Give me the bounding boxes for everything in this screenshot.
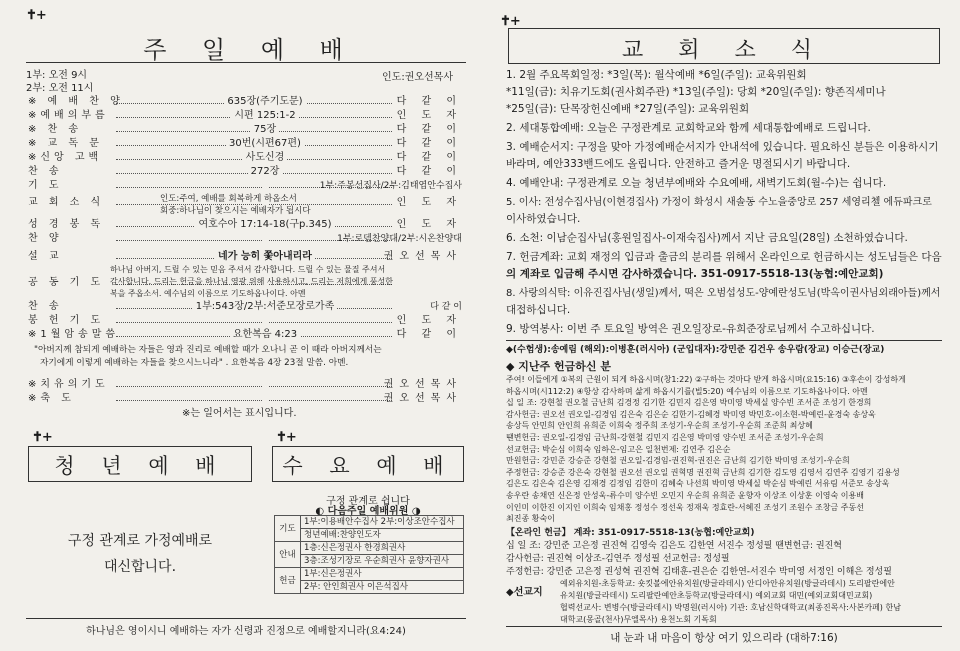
worship-row-item: [148, 218, 382, 232]
worship-row-leader: 권오선목사: [383, 251, 462, 262]
worship-row: [28, 328, 462, 342]
committee-head-offering: 헌금: [275, 568, 301, 594]
worship-row-label: 기 도: [28, 180, 63, 191]
mission-line: 대학교(몽골(천사)무엘목사) 용천노회 기독회: [560, 615, 717, 624]
donation-line: 주정헌금: 강승준 강은숙 강현철 권오선 권오일 권혁명 권진혁 금난희 김기한 김도영 김영서 김연주 김영기 김용성: [506, 467, 900, 477]
worship-row: [28, 165, 462, 179]
worship-row: [28, 314, 462, 328]
worship-row-label: 찬 양: [28, 233, 63, 244]
worship-time-1: 1부: 오전 9시: [26, 70, 88, 81]
cross-icon: ✝+: [32, 430, 52, 445]
worship-row-label: 교 회 소 식: [28, 197, 105, 208]
news-item: 2. 세대통합예배: 오늘은 구정관계로 교회학교와 함께 세대통합예배로 드립니다.: [506, 122, 871, 134]
worship-row-leader: 다 같 이: [396, 138, 462, 149]
committee-head-prayer: 기도: [275, 516, 301, 542]
worship-row-item-text: [262, 180, 268, 191]
worship-row-item: [148, 123, 382, 137]
cross-icon: ✝+: [276, 430, 296, 445]
wed-title: 수 요 예 배: [282, 454, 454, 478]
worship-row-item: [148, 137, 382, 151]
news-item: *25일(금): 단목장헌신예배 *27일(주일): 교육위원회: [506, 103, 750, 115]
worship-row-item-text: 30번(시편67편): [226, 138, 304, 149]
online-heading: 【온라인 헌금】 계좌: 351-0917-5518-13(농협:예안교회): [506, 528, 755, 538]
committee-table: [274, 515, 464, 594]
worship-row: [28, 250, 462, 264]
worship-row-item: [148, 250, 382, 264]
worship-row-leader: 1부:로뎀찬양대/2부:시온찬양대: [337, 234, 462, 244]
youth-title: 청 년 예 배: [54, 454, 226, 478]
worship-row-label: 찬 송: [28, 166, 63, 177]
committee-cell: 2부: 안인희권사 이은석집사: [301, 581, 464, 594]
news-item: 대접하십니다.: [506, 304, 571, 316]
mission-line: 유치원(방글라데시) 도리팔란예안초등학교(방글라데시) 예외교회 대민(예외교회대민교회): [560, 591, 873, 600]
prayer-line-3: 복을 주옵소서. 예수님의 이름으로 기도하옵나이다. 아멘: [110, 289, 306, 298]
worship-row-label: ※축 도: [28, 393, 75, 404]
worship-row-label: 찬 송: [28, 301, 63, 312]
worship-row-item-text: 635장(주기도문): [224, 96, 305, 107]
worship-row-item-text: 사도신경: [243, 152, 288, 163]
donation-line: 이인미 이한진 이지인 이희숙 임채홍 정성수 정선욱 정재욱 정효란-서혜진 조성기 조원수 조창금 주동선: [506, 502, 864, 512]
committee-cell: 청년예배:찬양인도자: [301, 529, 464, 542]
news-item: 3. 예배순서지: 구정을 맞아 가정예배순서지가 안내석에 있습니다. 필요하신 분들은 이용하시기: [506, 141, 939, 153]
worship-row-item-text: 여호수아 17:14-18(구p.345): [195, 219, 334, 230]
memory-verse-1: "아버지께 참되게 예배하는 자들은 영과 진리로 예배할 때가 오나니 곧 이 때라 아버지께서는: [34, 345, 382, 355]
worship-row-item-text: [262, 315, 268, 326]
prayer-line-1: 하나님 아버지, 드릴 수 있는 믿음 주셔서 감사합니다. 드릴 수 있는 물질 주셔서: [110, 265, 386, 274]
news-sub-1: 인도:주여, 예배를 회복하게 하옵소서: [160, 194, 297, 204]
worship-row-item: [148, 109, 382, 123]
worship-row-item-text: 네가 능히 쫓아내리라: [215, 251, 315, 262]
donation-heading: ◆ 지난주 헌금하신 분: [506, 360, 611, 373]
donation-line: 만원헌금: 강민준 강승준 강현철 권오일-김경임-권진혁-권진은 금난희 김기한 박미영 조성기-우순희: [506, 456, 850, 466]
worship-row-label: ※ 찬 송: [28, 124, 83, 135]
worship-row-item: [148, 378, 382, 392]
committee-head-usher: 안내: [275, 542, 301, 568]
news-item: 바라며, 예안333밴드에도 올립니다. 안전하고 즐거운 명절되시기 바랍니다.: [506, 158, 851, 170]
worship-row-label: 설 교: [28, 251, 63, 262]
footer-left: 하나님은 영이시니 예배하는 자가 신령과 진정으로 예배할지니라(요4:24): [86, 626, 406, 637]
worship-row: [28, 232, 462, 246]
footer-right-rule: [506, 626, 942, 627]
worship-row: [28, 300, 462, 314]
worship-row-leader: 인 도 자: [396, 315, 462, 326]
news-item: 1. 2월 주요목회일정: *3일(목): 월삭예배 *6일(주일): 교육위원회: [506, 69, 807, 81]
worship-title: 주 일 예 배: [143, 36, 357, 64]
mission-line: 예외유치원-초등학교: 숏킷볼에안유치원(방글라데시) 안디아안유치원(방글라데시) 도리팔란에안: [560, 579, 895, 588]
news-rule: [506, 340, 942, 341]
news-item: 4. 예배안내: 구정관계로 오늘 청년부예배와 수요예배, 새벽기도회(월-수)는 쉽니다.: [506, 177, 887, 189]
worship-row-item-text: 272장: [248, 166, 283, 177]
worship-row-item: [148, 165, 382, 179]
worship-row-item: [148, 328, 382, 342]
worship-row: [28, 123, 462, 137]
youth-note-1: 구정 관계로 가정예배로: [67, 533, 213, 549]
worship-row-item: [148, 95, 382, 109]
wed-note: 구정 관계로 쉽니다: [326, 496, 410, 507]
donation-line: 송상득 안민희 안인희 유희준 이희숙 정주희 조성기-우순희 조성기-우순희 조준희 최상혜: [506, 421, 813, 431]
worship-row-item-text: 1부:543장/2부:서준모장로가족: [193, 301, 338, 312]
news-item: *11일(금): 치유기도회(권사회주관) *13일(주일): 당회 *20일(주일): 향존직세미나: [506, 86, 886, 98]
committee-cell: 1층:신은정권사 한경희권사: [301, 542, 464, 555]
committee-cell: 1부:이용배안수집사 2부:이상조안수집사: [301, 516, 464, 529]
worship-row-label: ※1월암송말씀: [28, 329, 120, 340]
footer-left-rule: [26, 618, 466, 619]
worship-row: [28, 378, 462, 392]
worship-row-item-text: [262, 379, 268, 390]
worship-row-leader: 인 도 자: [396, 219, 462, 230]
worship-row-item: [148, 151, 382, 165]
online-line: 감사헌금: 권진혁 이상조-김연주 정성필 선교헌금: 정성필: [506, 554, 730, 564]
committee-title: ◐ 다음주일 예배위원 ◑: [315, 506, 421, 517]
worship-row-leader: 다 같 이: [396, 329, 462, 340]
donation-line: 선교헌금: 박순심 이희숙 임하은-임고은 일천번제: 김연주 김은순: [506, 444, 731, 454]
donation-line: 십 일 조: 강현철 권오철 금난희 김경정 김기한 김민지 김은영 박미영 박세실 양수빈 조서준 조성기 한경희: [506, 398, 872, 408]
cross-icon: ✝+: [500, 14, 520, 29]
committee-cell: 3층:조성기장로 우순희권사 윤향자권사: [301, 555, 464, 568]
worship-row: [28, 109, 462, 123]
mission-label: ◆선교지: [506, 587, 543, 598]
worship-row: [28, 151, 462, 165]
news-item: 5. 이사: 전성수집사님(이현경집사) 가정이 화성시 새솔동 수노을중앙로 257 세영리첼 에듀파크로: [506, 197, 932, 208]
worship-row-label: ※ 예 배 찬 양: [28, 96, 124, 107]
news-item: 9. 방역봉사: 이번 주 토요일 방역은 권오일장로-유희준장로님께서 수고하십니다.: [506, 323, 875, 335]
worship-row-label: ※ 교 독 문: [28, 138, 103, 149]
worship-row-label: ※신앙 고백: [28, 152, 103, 163]
prayer-list: ◆(수험생):송예림 (해외):이병훈(러시아) (군입대자):강민준 김건우 송우람(장교) 이승근(장교): [506, 345, 885, 355]
worship-row: [28, 179, 462, 193]
donation-line: 감사헌금: 권오선 권오일-김경임 김은숙 김은순 김한기-김혜경 박미영 박민호-이소현-박예린-윤경숙 송상욱: [506, 409, 876, 419]
news-item: 의 계좌로 입금해 주시면 감사하겠습니다. 351-0917-5518-13(농협:예안교회): [506, 268, 884, 280]
worship-row-leader: 다 같 이: [396, 152, 462, 163]
worship-row-leader: 다 같 이: [396, 96, 462, 107]
worship-row-label: ※예배의부름: [28, 110, 109, 121]
worship-row-label: 봉 헌 기 도: [28, 315, 105, 326]
prayer-line-2: 감사합니다. 드리는 헌금을 하나님 영광 위해 사용하시고, 드리는 저희에게 풍성한: [110, 277, 393, 286]
worship-row-label: ※치유의기도: [28, 379, 109, 390]
title-rule: [26, 62, 466, 63]
worship-row-leader: 인 도 자: [396, 197, 462, 208]
worship-row: [28, 95, 462, 109]
worship-row-item-text: [262, 233, 268, 244]
donation-line: 송우란 송채연 신은정 안성욱-류수미 양수빈 오민지 우순희 유희준 윤향자 이상조 이상훈 이영숙 이용배: [506, 491, 864, 500]
mission-line: 협력선교사: 변병수(방글라데시) 박명원(러시아) 기관: 호남신학대학교(최종진목사:사본카페) 한남: [560, 603, 901, 612]
committee-cell: 1부:신은정권사: [301, 568, 464, 581]
news-item: 이사하였습니다.: [506, 213, 581, 225]
worship-row-leader: 다 같 이: [396, 124, 462, 135]
worship-row-leader: 인 도 자: [396, 110, 462, 121]
worship-leader: 인도:권오선목사: [382, 72, 453, 83]
worship-row-item: [148, 314, 382, 328]
worship-row: [28, 137, 462, 151]
worship-row-item-text: 시편 125:1-2: [231, 110, 298, 121]
worship-row-leader: 다 같 이: [430, 302, 462, 312]
worship-row-leader: 1부:주봉선집사/2부:김태엽안수집사: [319, 181, 462, 191]
worship-row-label: 성 경 봉 독: [28, 219, 105, 230]
youth-note-2: 대신합니다.: [103, 559, 177, 575]
worship-row-leader: 권오선목사: [383, 393, 462, 404]
worship-row-label: 공 동 기 도: [28, 277, 105, 288]
donation-line: 김은도 김은숙 김은영 김재경 김정임 김한미 김혜숙 나선희 박미영 박세실 박순심 박예린 서유림 서준모 송상욱: [506, 479, 890, 489]
cross-icon: ✝+: [26, 8, 46, 23]
donation-line: 최진종 황숙이: [506, 514, 555, 524]
news-item: 8. 사랑의식탁: 이유진집사님(생일)께서, 떡은 오범섭성도-양예란성도님(박옥이권사님외래아들)께서: [506, 288, 941, 299]
donation-line: 땐변헌금: 권오일-김경임 금난희-강현철 김민지 김은영 박미영 양수빈 조서준 조성기-우순희: [506, 433, 824, 442]
worship-row-item-text: 요한복음 4:23: [230, 329, 300, 340]
worship-row-item-text: 75장: [251, 124, 279, 135]
footer-right: 내 눈과 내 마음이 항상 여기 있으리라 (대하7:16): [610, 632, 838, 644]
online-line: 십 일 조: 강민준 고은정 권진혁 김영숙 김은도 김한연 서진수 정성필 땐변헌금: 권진혁: [506, 541, 842, 551]
news-title: 교 회 소 식: [622, 38, 826, 63]
worship-row-item: [148, 300, 382, 314]
memory-verse-2: 자기에게 이렇게 예배하는 자들을 찾으시느니라" . 요한복음 4장 23절 말씀. 아멘.: [40, 358, 349, 368]
worship-row-leader: 권오선목사: [383, 379, 462, 390]
donation-line: 하옵시며(시112:2) ④항상 감사하며 삶게 하옵시기를(빌5:20) 예수님의 이름으로 기도하옵나이다. 아멘: [506, 386, 868, 396]
online-line: 주정헌금: 강민준 고은정 권성혁 권진혁 김태훈-권은순 김한연-서진수 박미영 서정인 이해은 정성필: [506, 567, 892, 577]
worship-row-item-text: [262, 393, 268, 404]
worship-time-2: 2부: 오전 11시: [26, 83, 94, 94]
worship-row-leader: 다 같 이: [396, 166, 462, 177]
worship-row: [28, 218, 462, 232]
news-sub-2: 회중:하나님이 찾으시는 예배자가 됩시다: [160, 206, 311, 216]
news-item: 6. 소천: 이남순집사님(홍원일집사-이재숙집사)께서 지난 금요일(28일) 소천하였습니다.: [506, 232, 908, 244]
stand-note: ※는 일어서는 표시입니다.: [182, 408, 297, 419]
donation-line: 주여! 이들에게 ①복의 근원이 되게 하옵시며(창1:22) ②구하는 것마다 받게 하옵시며(요15:16) ③후손이 강성하게: [506, 375, 906, 384]
news-item: 7. 헌금계좌: 교회 재정의 입금과 출금의 분리를 위해서 온라인으로 헌금하시는 성도님들은 다음: [506, 251, 942, 263]
